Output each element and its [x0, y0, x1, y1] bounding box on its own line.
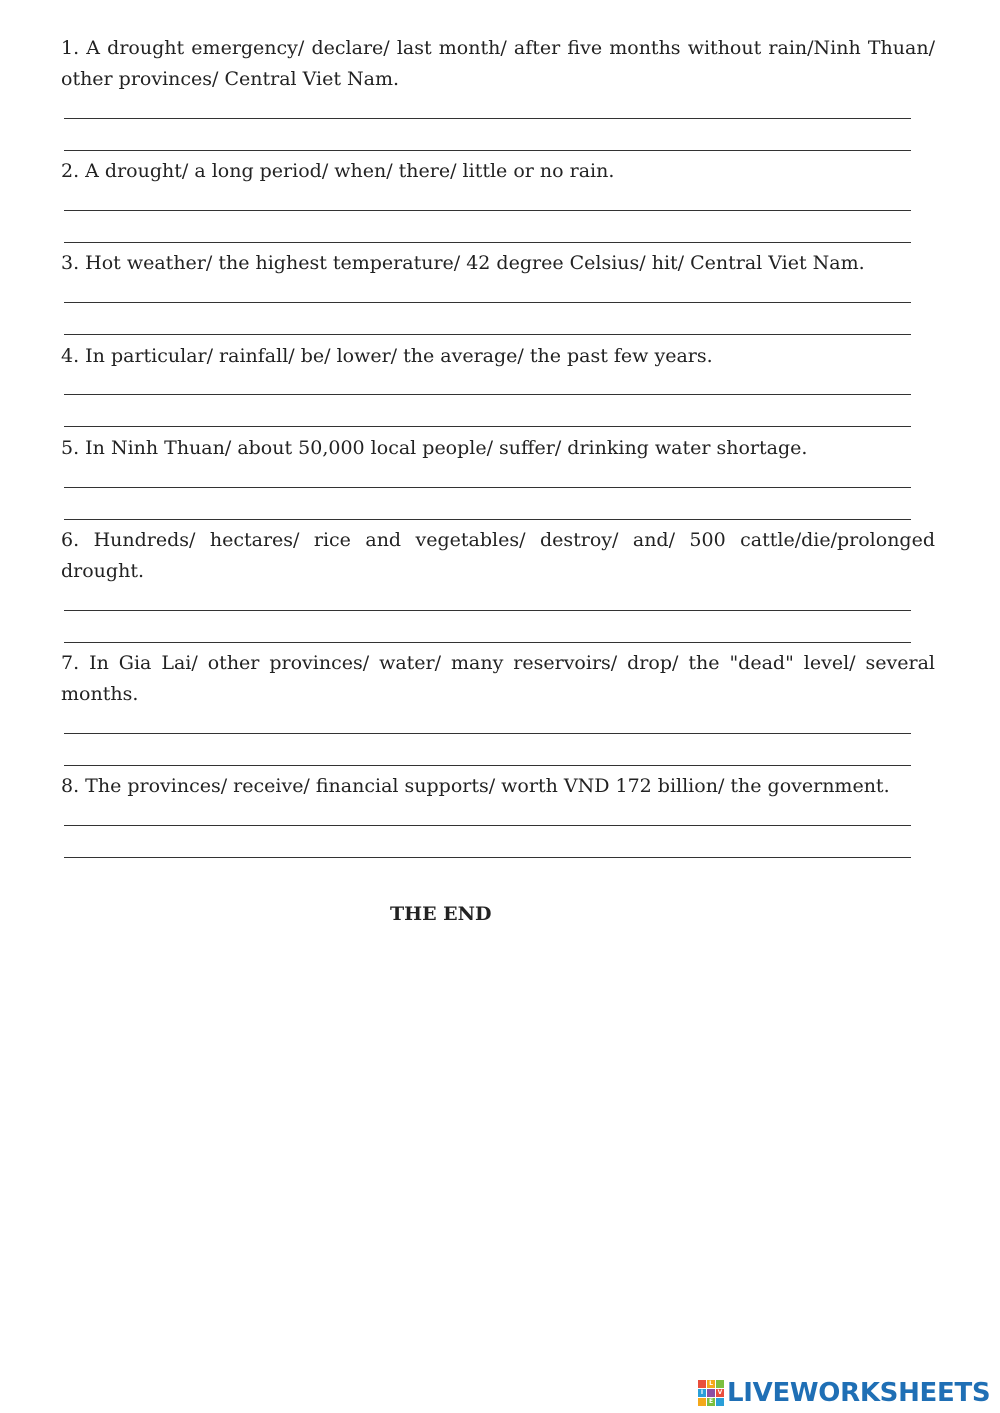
question-7-line-1: 7. In Gia Lai/ other provinces/ water/ many reservoirs/ drop/ the "dead" level/ several [61, 652, 935, 674]
logo-cell [716, 1398, 724, 1406]
answer-line-3a[interactable] [64, 302, 911, 303]
question-1 [61, 33, 935, 95]
logo-cell [707, 1389, 715, 1397]
logo-cell: L [707, 1380, 715, 1388]
answer-line-8b[interactable] [64, 857, 911, 858]
answer-line-7a[interactable] [64, 733, 911, 734]
question-4: 4. In particular/ rainfall/ be/ lower/ the average/ the past few years. [61, 345, 713, 367]
logo-cell [716, 1380, 724, 1388]
answer-line-6b[interactable] [64, 642, 911, 643]
answer-line-5a[interactable] [64, 487, 911, 488]
logo-cell: I [698, 1389, 706, 1397]
question-2: 2. A drought/ a long period/ when/ there/ little or no rain. [61, 160, 615, 182]
question-6 [61, 525, 935, 587]
answer-line-1a[interactable] [64, 118, 911, 119]
question-6-line-2: drought. [61, 560, 144, 582]
liveworksheets-brand [698, 1377, 990, 1409]
answer-line-4a[interactable] [64, 394, 911, 395]
answer-line-6a[interactable] [64, 610, 911, 611]
question-8: 8. The provinces/ receive/ financial supports/ worth VND 172 billion/ the government. [61, 775, 890, 797]
question-7-line-2: months. [61, 683, 139, 705]
answer-line-5b[interactable] [64, 519, 911, 520]
answer-line-4b[interactable] [64, 426, 911, 427]
liveworksheets-logo-icon [698, 1380, 724, 1406]
brand-name: LIVEWORKSHEETS [727, 1378, 991, 1408]
answer-line-8a[interactable] [64, 825, 911, 826]
question-7 [61, 648, 935, 710]
question-6-line-1: 6. Hundreds/ hectares/ rice and vegetables/ destroy/ and/ 500 cattle/die/prolonged [61, 529, 935, 551]
answer-line-1b[interactable] [64, 150, 911, 151]
answer-line-3b[interactable] [64, 334, 911, 335]
answer-line-7b[interactable] [64, 765, 911, 766]
logo-cell: V [717, 1389, 723, 1396]
the-end-heading: THE END [390, 903, 492, 925]
question-1-line-1: 1. A drought emergency/ declare/ last month/ after five months without rain/Ninh Thuan/ [61, 37, 935, 59]
question-1-line-2: other provinces/ Central Viet Nam. [61, 68, 400, 90]
question-5: 5. In Ninh Thuan/ about 50,000 local people/ suffer/ drinking water shortage. [61, 437, 808, 459]
question-3: 3. Hot weather/ the highest temperature/ 42 degree Celsius/ hit/ Central Viet Nam. [61, 252, 865, 274]
logo-cell: E [708, 1398, 714, 1405]
logo-cell [698, 1398, 706, 1406]
logo-cell [698, 1380, 706, 1388]
answer-line-2b[interactable] [64, 242, 911, 243]
answer-line-2a[interactable] [64, 210, 911, 211]
